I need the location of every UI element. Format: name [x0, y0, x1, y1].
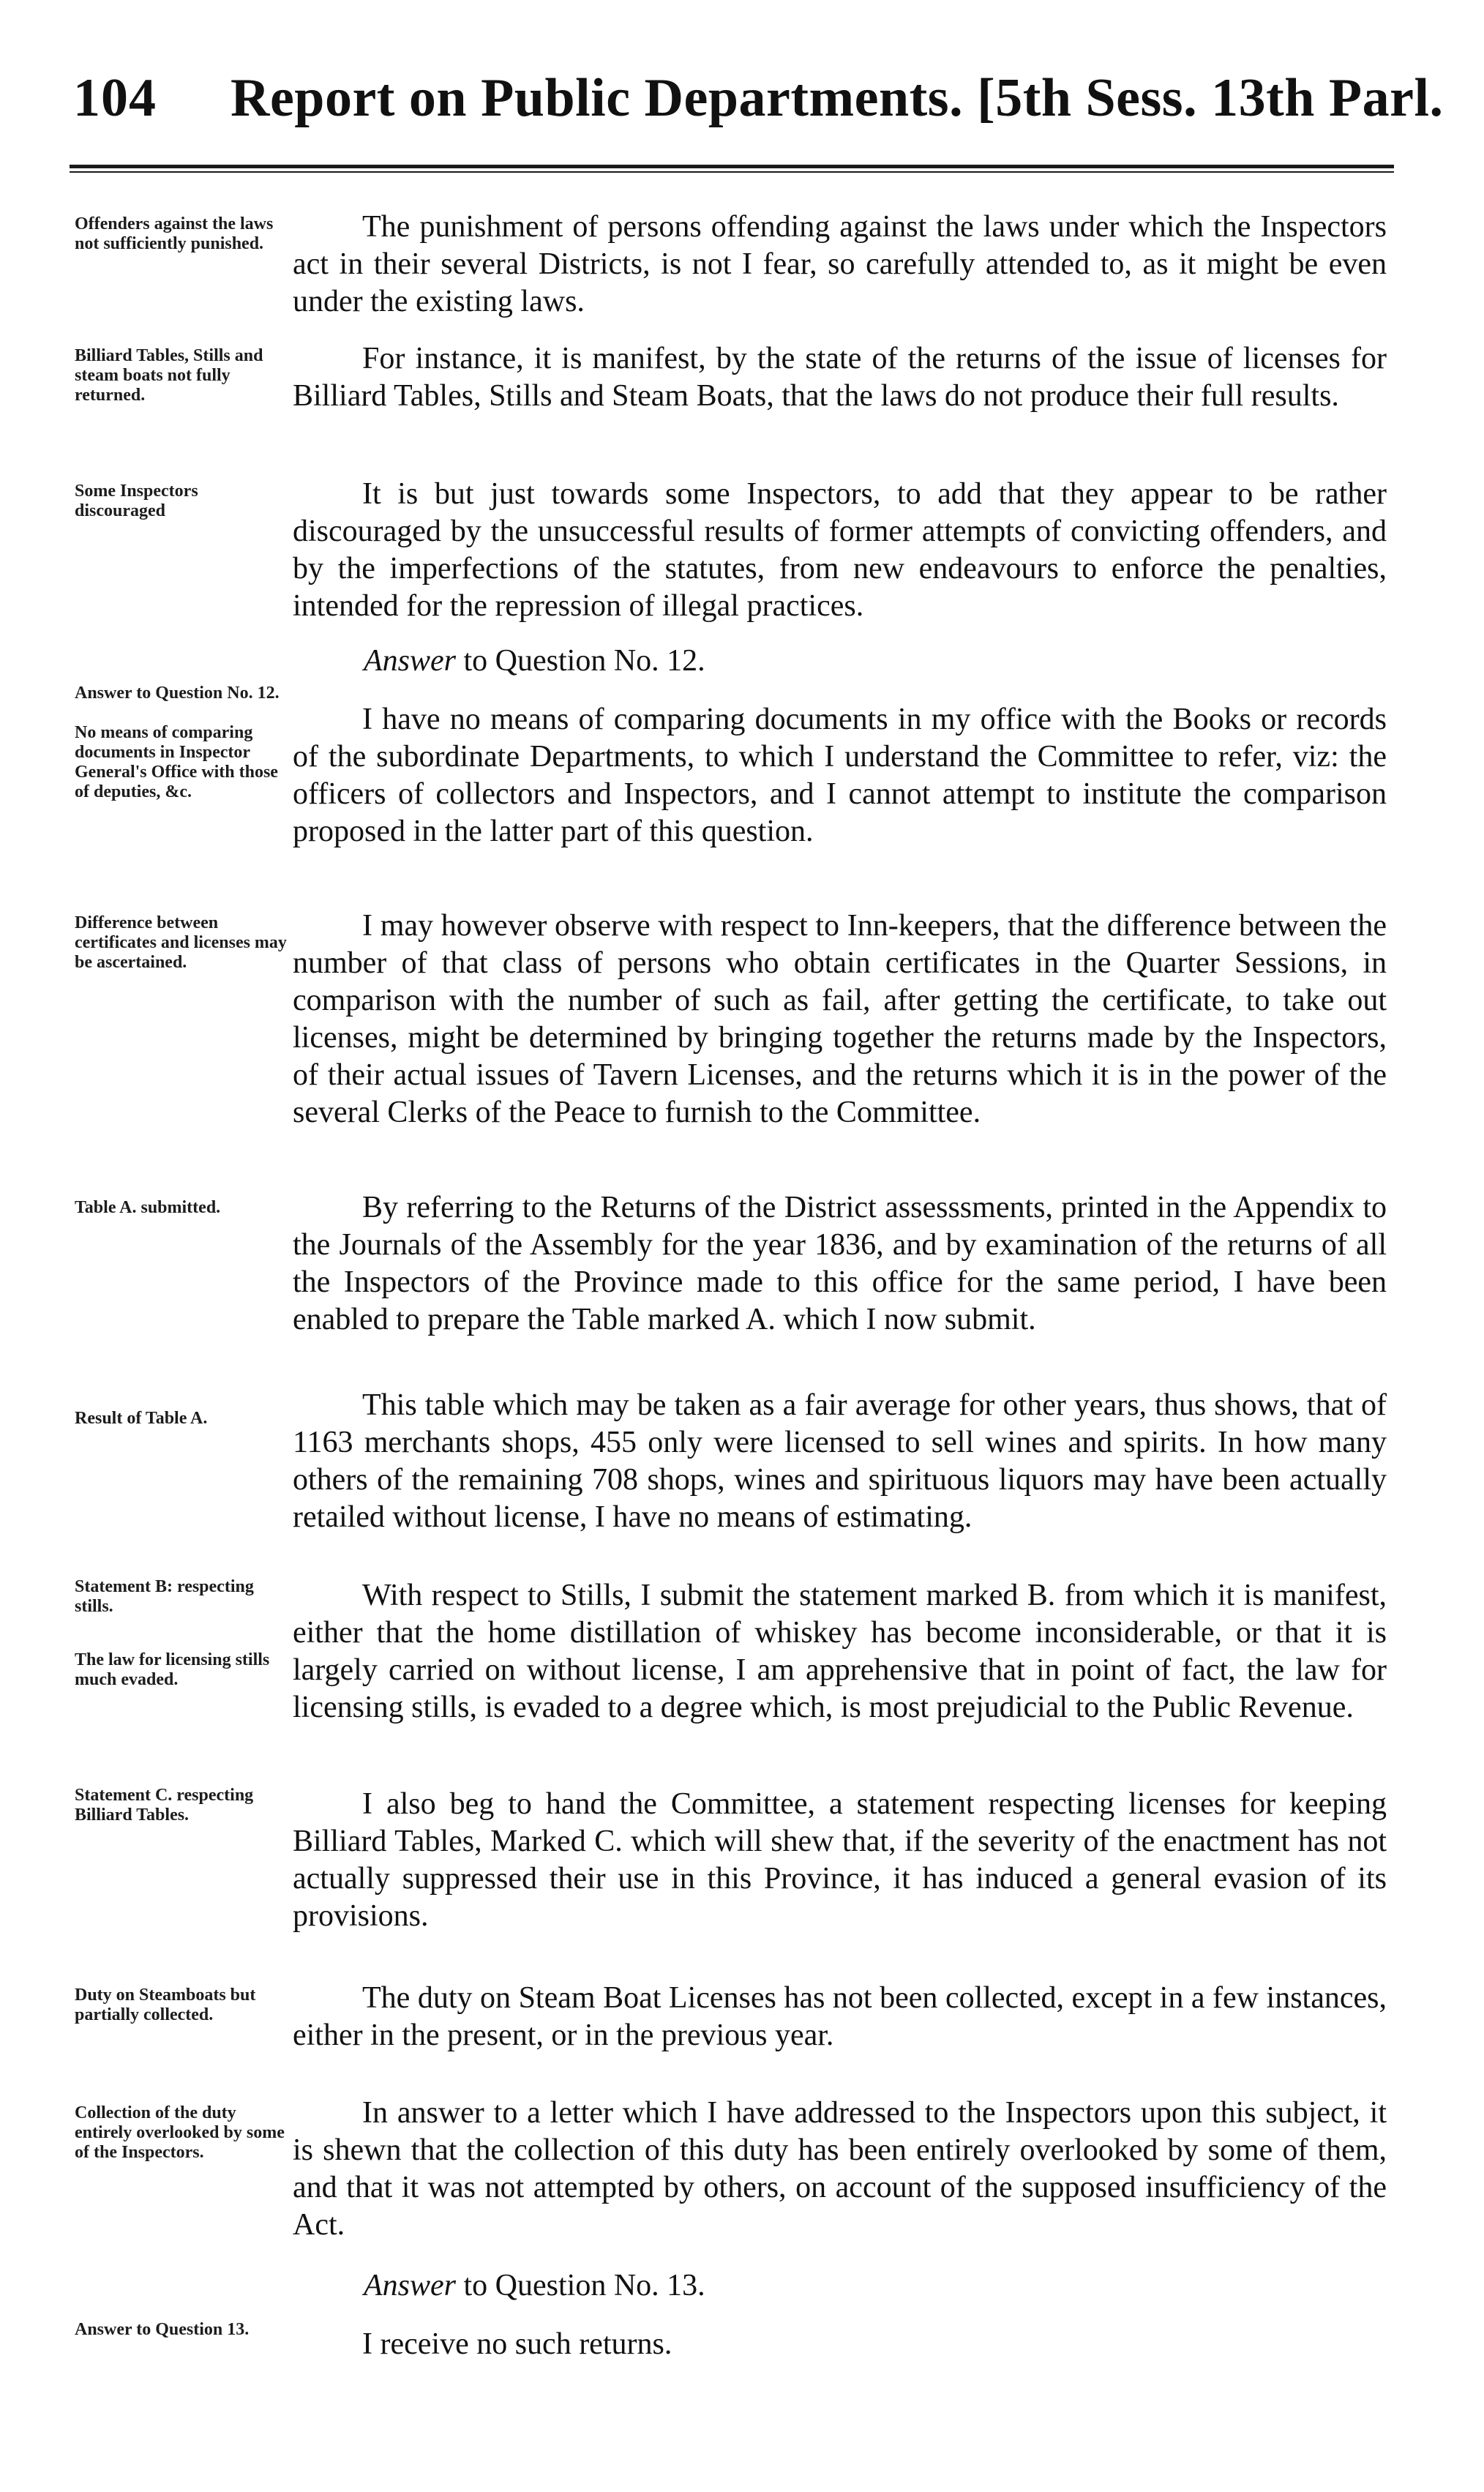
margin-note: Statement C. respecting Billiard Tables. — [75, 1786, 254, 1825]
margin-note: Result of Table A. — [75, 1409, 208, 1428]
paragraph: I may however observe with respect to Inn-keepers, that the difference between the number of that class of persons who obtain certificates in the Quarter Sessions, in comparison with the number of such as fail, after getting the certificate, to take out licenses, might be determined by bringing together the returns made by the Inspectors, of their actual issues of Tavern Licenses, and the returns which it is in the power of the several Clerks of the Peace to furnish to the Committee. — [293, 909, 1387, 1129]
margin-note: No means of comparing documents in Inspector General's Office with those of deputies, &c. — [75, 723, 278, 801]
margin-note: Offenders against the laws not sufficiently punished. — [75, 214, 274, 253]
margin-note: Answer to Question 13. — [75, 2320, 250, 2339]
margin-note: Collection of the duty entirely overlooked by some of the Inspectors. — [75, 2103, 285, 2162]
margin-note: Answer to Question No. 12. — [75, 684, 280, 703]
paragraph: I also beg to hand the Committee, a statement respecting licenses for keeping Billiard Tables, Marked C. which will shew that, if the severity of the enactment has not actually suppressed their use in this Province, it has induced a general evasion of its provisions. — [293, 1787, 1387, 1933]
margin-note: The law for licensing stills much evaded. — [75, 1650, 270, 1689]
answer-heading — [364, 643, 705, 680]
paragraph: I receive no such returns. — [362, 2327, 672, 2361]
margin-note: Duty on Steamboats but partially collected. — [75, 1986, 256, 2024]
paragraph: The duty on Steam Boat Licenses has not been collected, except in a few instances, either in the present, or in the previous year. — [293, 1981, 1387, 2052]
page-number: 104 — [73, 68, 157, 128]
header-rule — [70, 165, 1394, 173]
margin-note: Some Inspectors discouraged — [75, 482, 198, 520]
paragraph: In answer to a letter which I have addressed to the Inspectors upon this subject, it is shewn that the collection of this duty has been entirely overlooked by some of them, and that it was not attempted by others, on account of the supposed insufficiency of the Act. — [293, 2096, 1387, 2242]
page-header — [73, 67, 1444, 148]
answer-heading-rest: to Question No. 12. — [456, 644, 705, 678]
margin-note: Table A. submitted. — [75, 1198, 221, 1217]
answer-heading-italic: Answer — [364, 644, 456, 678]
paragraph: By referring to the Returns of the District assesssments, printed in the Appendix to the Journals of the Assembly for the year 1836, and by examination of the returns of all the Inspectors of the Province made to this office for the same period, I have been enabled to prepare the Table marked A. which I now submit. — [293, 1191, 1387, 1336]
answer-heading-rest: to Question No. 13. — [456, 2269, 705, 2302]
answer-heading-italic: Answer — [364, 2269, 456, 2302]
paragraph: This table which may be taken as a fair average for other years, thus shows, that of 1163 merchants shops, 455 only were licensed to sell wines and spirits. In how many others of the remaining 708 shops, wines and spirituous liquors may have been actually retailed without license, I have no means of estimating. — [293, 1388, 1387, 1534]
margin-note: Difference between certificates and licenses may be ascertained. — [75, 913, 287, 972]
paragraph: With respect to Stills, I submit the statement marked B. from which it is manifest, either that the home distillation of whiskey has become inconsiderable, or that it is largely carried on without license, I am apprehensive that in point of fact, the law for licensing stills, is evaded to a degree which, is most prejudicial to the Public Revenue. — [293, 1579, 1387, 1724]
running-title: Report on Public Departments. [5th Sess. 13th Parl. — [231, 68, 1444, 128]
margin-note: Billiard Tables, Stills and steam boats not fully returned. — [75, 346, 263, 405]
paragraph: For instance, it is manifest, by the state of the returns of the issue of licenses for Billiard Tables, Stills and Steam Boats, that the laws do not produce their full results. — [293, 342, 1387, 413]
paragraph: I have no means of comparing documents in my office with the Books or records of the subordinate Departments, to which I understand the Committee to refer, viz: the officers of collectors and Inspectors, and I cannot attempt to institute the comparison proposed in the latter part of this question. — [293, 703, 1387, 848]
paragraph: It is but just towards some Inspectors, to add that they appear to be rather discouraged by the unsuccessful results of former attempts of convicting offenders, and by the imperfections of the statutes, from new endeavours to enforce the penalties, intended for the repression of illegal practices. — [293, 477, 1387, 623]
margin-note: Statement B: respecting stills. — [75, 1577, 254, 1616]
paragraph: The punishment of persons offending against the laws under which the Inspectors act in their several Districts, is not I fear, so carefully attended to, as it might be even under the existing laws. — [293, 210, 1387, 318]
answer-heading — [364, 2267, 705, 2305]
